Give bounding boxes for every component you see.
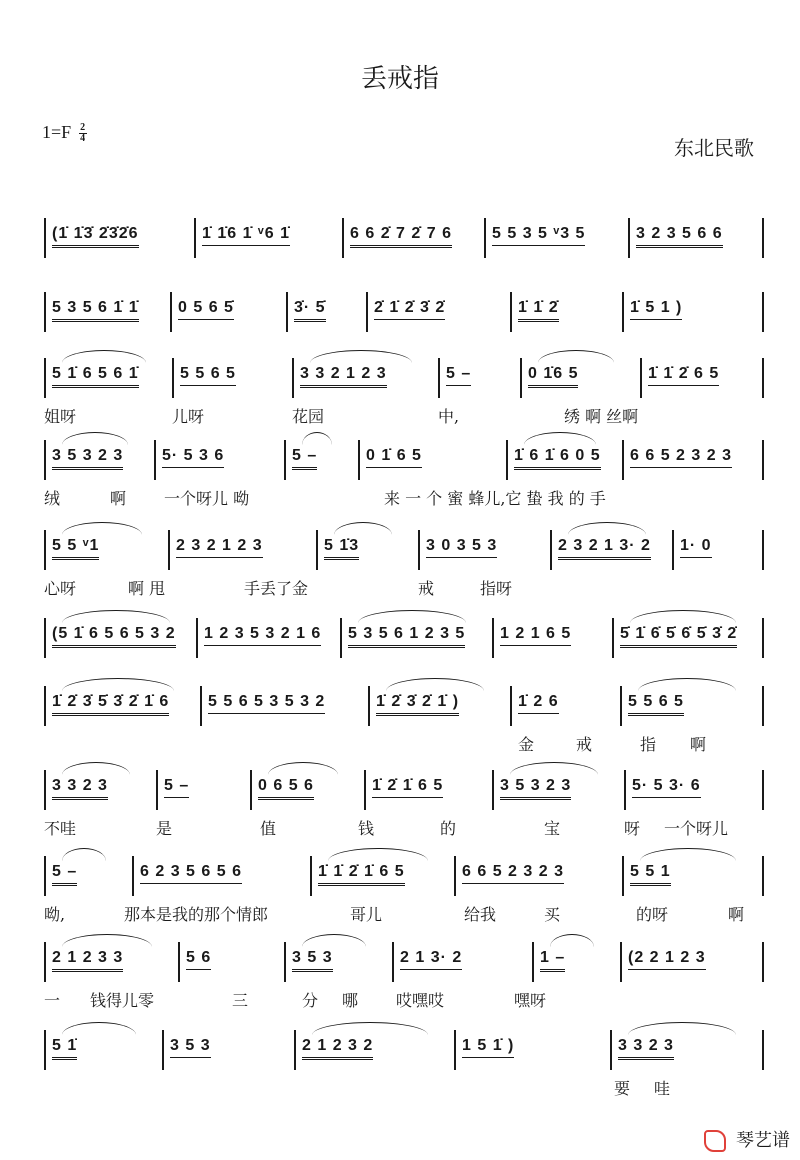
notes-line <box>44 942 764 982</box>
bar-line <box>286 292 288 332</box>
bar-line <box>492 770 494 810</box>
lyric-syllable: 啊 <box>110 489 127 508</box>
bar-line <box>438 358 440 398</box>
key-label: 1=F <box>42 122 72 142</box>
measure-notes: 5 5 6 5 3 5 3 2 <box>208 692 325 714</box>
bar-line <box>620 686 622 726</box>
slur-arc <box>62 762 130 775</box>
bar-line <box>44 942 46 982</box>
bar-line <box>364 770 366 810</box>
lyric-syllable: 指 <box>640 735 657 754</box>
slur-arc <box>538 350 614 363</box>
bar-line <box>284 942 286 982</box>
slur-arc <box>62 610 170 623</box>
bar-line <box>612 618 614 658</box>
lyric-syllable: 啊 甩 <box>128 579 166 598</box>
bar-line <box>44 530 46 570</box>
lyric-syllable: 哥儿 <box>350 905 383 924</box>
bar-line <box>762 218 764 258</box>
slur-arc <box>638 678 736 691</box>
measure-notes: 3 2 3 5 6 6 <box>636 224 723 248</box>
lyric-syllable: 戒 <box>418 579 435 598</box>
bar-line <box>762 686 764 726</box>
score-title: 丢戒指 <box>360 64 439 94</box>
bar-line <box>492 618 494 658</box>
bar-line <box>506 440 508 480</box>
measure-notes: 1 5 1̇ ) <box>462 1036 514 1058</box>
lyric-syllable: 值 <box>260 819 277 838</box>
slur-arc <box>510 762 598 775</box>
measure-notes: 1̇ 2̇ 3̇ 2̇ 1̇ ) <box>376 692 459 716</box>
lyric-syllable: 是 <box>156 819 173 838</box>
time-bottom: 4 <box>80 133 86 145</box>
slur-arc <box>386 678 484 691</box>
lyric-syllable: 呦, <box>44 905 66 924</box>
measure-notes: 5 6 <box>186 948 211 970</box>
measure-notes: 2̇ 1̇ 2̇ 3̇ 2̇ <box>374 298 445 320</box>
time-signature <box>79 123 87 144</box>
bar-line <box>762 292 764 332</box>
bar-line <box>622 292 624 332</box>
bar-line <box>392 942 394 982</box>
measure-notes: 5 – <box>446 364 471 386</box>
bar-line <box>44 292 46 332</box>
bar-line <box>520 358 522 398</box>
bar-line <box>762 440 764 480</box>
measure-notes: 1̇ 6 1̇ 6 0 5 <box>514 446 601 470</box>
bar-line <box>44 358 46 398</box>
bar-line <box>170 292 172 332</box>
notes-line <box>44 530 764 570</box>
slur-arc <box>568 522 646 535</box>
bar-line <box>640 358 642 398</box>
lyric-syllable: 哪 <box>342 991 359 1010</box>
measure-notes: 1· 0 <box>680 536 712 558</box>
measure-notes: 5 1̇ 6 5 6 1̇ <box>52 364 139 388</box>
lyric-syllable: 指 <box>480 579 497 598</box>
bar-line <box>172 358 174 398</box>
slur-arc <box>62 522 142 535</box>
measure-notes: 3 5 3 <box>292 948 333 972</box>
lyric-syllable: 的呀 <box>636 905 669 924</box>
lyric-syllable: 买 <box>544 905 561 924</box>
lyric-syllable: 三 <box>232 991 249 1010</box>
lyric-syllable: 那本是我的那个情郎 <box>124 905 269 924</box>
composer-origin: 东北民歌 <box>674 136 754 160</box>
lyric-syllable: 儿呀 <box>172 407 205 426</box>
measure-notes: 1̇ 2̇ 1̇ 6 5 <box>372 776 443 798</box>
notes-line <box>44 856 764 896</box>
bar-line <box>178 942 180 982</box>
lyric-syllable: 绣 啊 丝啊 <box>564 407 639 426</box>
lyric-syllable: 花园 <box>292 407 325 426</box>
lyric-syllable: 中, <box>438 407 460 426</box>
lyric-syllable: 呀 <box>624 819 641 838</box>
slur-arc <box>302 432 332 445</box>
notes-line <box>44 440 764 480</box>
bar-line <box>250 770 252 810</box>
lyric-syllable: 嘿呀 <box>514 991 547 1010</box>
lyric-syllable: 来 一 个 蜜 蜂儿,它 蛰 我 的 手 <box>384 489 606 508</box>
bar-line <box>44 686 46 726</box>
lyric-syllable: 宝 <box>544 819 561 838</box>
bar-line <box>510 686 512 726</box>
measure-notes: 3 5 3 <box>170 1036 211 1058</box>
measure-notes: 5 – <box>52 862 77 886</box>
bar-line <box>44 856 46 896</box>
measure-notes: 3 5 3 2 3 <box>500 776 571 800</box>
lyric-syllable: 钱 <box>358 819 375 838</box>
measure-notes: 6 6 5 2 3 2 3 <box>630 446 732 468</box>
bar-line <box>762 856 764 896</box>
watermark-logo <box>704 1126 790 1152</box>
measure-notes: 5 5 3 5 ᵛ3 5 <box>492 224 585 246</box>
bar-line <box>672 530 674 570</box>
measure-notes: 1̇ 1̇ 2̇ 6 5 <box>648 364 719 386</box>
measure-notes: 3 5 3 2 3 <box>52 446 123 470</box>
measure-notes: 1 – <box>540 948 565 972</box>
measure-notes: 2 3 2 1 3· 2 <box>558 536 651 560</box>
measure-notes: 5 1̇3 <box>324 536 359 560</box>
bar-line <box>194 218 196 258</box>
bar-line <box>762 1030 764 1070</box>
slur-arc <box>524 432 596 445</box>
lyric-syllable: 呀 <box>496 579 513 598</box>
measure-notes: 1̇ 2 6 <box>518 692 559 714</box>
measure-notes: 6 6 5 2 3 2 3 <box>462 862 564 884</box>
lyric-syllable: 不哇 <box>44 819 77 838</box>
bar-line <box>624 770 626 810</box>
measure-notes: 5 3 5 6 1 2 3 5 <box>348 624 465 648</box>
measure-notes: 1̇ 5 1 ) <box>630 298 682 320</box>
measure-notes: 3 0 3 5 3 <box>426 536 497 558</box>
bar-line <box>44 1030 46 1070</box>
notes-line <box>44 686 764 726</box>
measure-notes: (5 1̇ 6 5 6 5 3 2 <box>52 624 176 648</box>
measure-notes: 0 1̇6 5 <box>528 364 578 388</box>
slur-arc <box>312 1022 428 1035</box>
slur-arc <box>62 934 152 947</box>
measure-notes: 5· 5 3 6 <box>162 446 224 468</box>
measure-notes: 2 1 3· 2 <box>400 948 462 970</box>
lyric-syllable: 姐呀 <box>44 407 77 426</box>
measure-notes: 2 1 2 3 2 <box>302 1036 373 1060</box>
lyric-syllable: 分 <box>302 991 319 1010</box>
bar-line <box>294 1030 296 1070</box>
notes-line <box>44 292 764 332</box>
measure-notes: 3 3 2 3 <box>618 1036 674 1060</box>
bar-line <box>454 1030 456 1070</box>
bar-line <box>762 618 764 658</box>
lyric-syllable: 戒 <box>576 735 593 754</box>
bar-line <box>622 856 624 896</box>
slur-arc <box>640 848 736 861</box>
bar-line <box>610 1030 612 1070</box>
measure-notes: 0 1̇ 6 5 <box>366 446 422 468</box>
watermark-text: 琴艺谱 <box>736 1130 790 1151</box>
bar-line <box>154 440 156 480</box>
lyric-syllable: 一 <box>44 991 61 1010</box>
measure-notes: 5 – <box>292 446 317 470</box>
measure-notes: 5 5 1 <box>630 862 671 886</box>
measure-notes: 6 2 3 5 6 5 6 <box>140 862 242 884</box>
measure-notes: 5 5 6 5 <box>628 692 684 716</box>
slur-arc <box>62 1022 136 1035</box>
bar-line <box>622 440 624 480</box>
measure-notes: 0 5 6 5̇ <box>178 298 234 320</box>
bar-line <box>44 770 46 810</box>
bar-line <box>762 770 764 810</box>
bar-line <box>484 218 486 258</box>
slur-arc <box>62 678 174 691</box>
lyric-syllable: 哇 <box>654 1079 671 1098</box>
measure-notes: (1̇ 1̇3̇ 2̇3̇2̇6 <box>52 224 139 248</box>
bar-line <box>368 686 370 726</box>
slur-arc <box>62 848 106 861</box>
measure-notes: 1̇ 1̇ 2̇ <box>518 298 559 322</box>
bar-line <box>196 618 198 658</box>
bar-line <box>200 686 202 726</box>
bar-line <box>358 440 360 480</box>
bar-line <box>132 856 134 896</box>
bar-line <box>310 856 312 896</box>
lyric-syllable: 要 <box>614 1079 631 1098</box>
measure-notes: 5 1̇ <box>52 1036 77 1060</box>
bar-line <box>762 942 764 982</box>
notes-line <box>44 1030 764 1070</box>
measure-notes: 1̇ 1̇ 2̇ 1̇ 6 5 <box>318 862 405 886</box>
bar-line <box>284 440 286 480</box>
lyric-syllable: 一个呀儿 呦 <box>164 489 250 508</box>
bar-line <box>44 618 46 658</box>
measure-notes: 3 3 2 1 2 3 <box>300 364 387 388</box>
lyric-syllable: 钱得儿零 <box>90 991 155 1010</box>
slur-arc <box>550 934 594 947</box>
bar-line <box>292 358 294 398</box>
bar-line <box>620 942 622 982</box>
slur-arc <box>268 762 338 775</box>
measure-notes: 3 3 2 3 <box>52 776 108 800</box>
measure-notes: 1̇ 1̇6 1̇ ᵛ6 1̇ <box>202 224 290 246</box>
slur-arc <box>328 848 428 861</box>
measure-notes: 5· 5 3· 6 <box>632 776 701 798</box>
notes-line <box>44 358 764 398</box>
time-top: 2 <box>80 122 86 134</box>
measure-notes: (2 2 1 2 3 <box>628 948 706 970</box>
slur-arc <box>358 610 466 623</box>
bar-line <box>44 218 46 258</box>
bar-line <box>628 218 630 258</box>
notes-line <box>44 218 764 258</box>
measure-notes: 5 – <box>164 776 189 798</box>
slur-arc <box>630 610 736 623</box>
measure-notes: 0 6 5 6 <box>258 776 314 800</box>
measure-notes: 1 2 1 6 5 <box>500 624 571 646</box>
lyric-syllable: 的 <box>440 819 457 838</box>
bar-line <box>162 1030 164 1070</box>
lyric-syllable: 给我 <box>464 905 497 924</box>
measure-notes: 6 6 2̇ 7 2̇ 7 6 <box>350 224 452 248</box>
slur-arc <box>62 432 128 445</box>
logo-icon <box>704 1130 726 1152</box>
measure-notes: 5 3 5 6 1̇ 1̇ <box>52 298 139 322</box>
bar-line <box>316 530 318 570</box>
lyric-syllable: 金 <box>518 735 535 754</box>
key-signature <box>42 122 87 144</box>
bar-line <box>168 530 170 570</box>
lyric-syllable: 手丢了金 <box>244 579 309 598</box>
notes-line <box>44 770 764 810</box>
bar-line <box>762 358 764 398</box>
measure-notes: 5 5 6 5 <box>180 364 236 386</box>
measure-notes: 5 5 ᵛ1 <box>52 536 99 560</box>
measure-notes: 1̇ 2̇ 3̇ 5̇ 3̇ 2̇ 1̇ 6 <box>52 692 169 716</box>
bar-line <box>762 530 764 570</box>
measure-notes: 3̇· 5̇ <box>294 298 326 322</box>
slur-arc <box>62 350 146 363</box>
slur-arc <box>310 350 412 363</box>
measure-notes: 1 2 3 5 3 2 1 6 <box>204 624 321 646</box>
lyric-syllable: 心呀 <box>44 579 77 598</box>
bar-line <box>510 292 512 332</box>
bar-line <box>366 292 368 332</box>
notes-line <box>44 618 764 658</box>
bar-line <box>550 530 552 570</box>
slur-arc <box>302 934 366 947</box>
bar-line <box>532 942 534 982</box>
lyric-syllable: 一个呀儿 <box>664 819 729 838</box>
lyric-syllable: 绒 <box>44 489 61 508</box>
bar-line <box>454 856 456 896</box>
slur-arc <box>628 1022 736 1035</box>
slur-arc <box>334 522 392 535</box>
measure-notes: 2 3 2 1 2 3 <box>176 536 263 558</box>
lyric-syllable: 哎嘿哎 <box>396 991 445 1010</box>
bar-line <box>44 440 46 480</box>
bar-line <box>418 530 420 570</box>
measure-notes: 5̇ 1̇ 6̇ 5̇ 6̇ 5̇ 3̇ 2̇ <box>620 624 737 648</box>
bar-line <box>340 618 342 658</box>
measure-notes: 2 1 2 3 3 <box>52 948 123 972</box>
bar-line <box>156 770 158 810</box>
lyric-syllable: 啊 <box>728 905 745 924</box>
lyric-syllable: 啊 <box>690 735 707 754</box>
bar-line <box>342 218 344 258</box>
